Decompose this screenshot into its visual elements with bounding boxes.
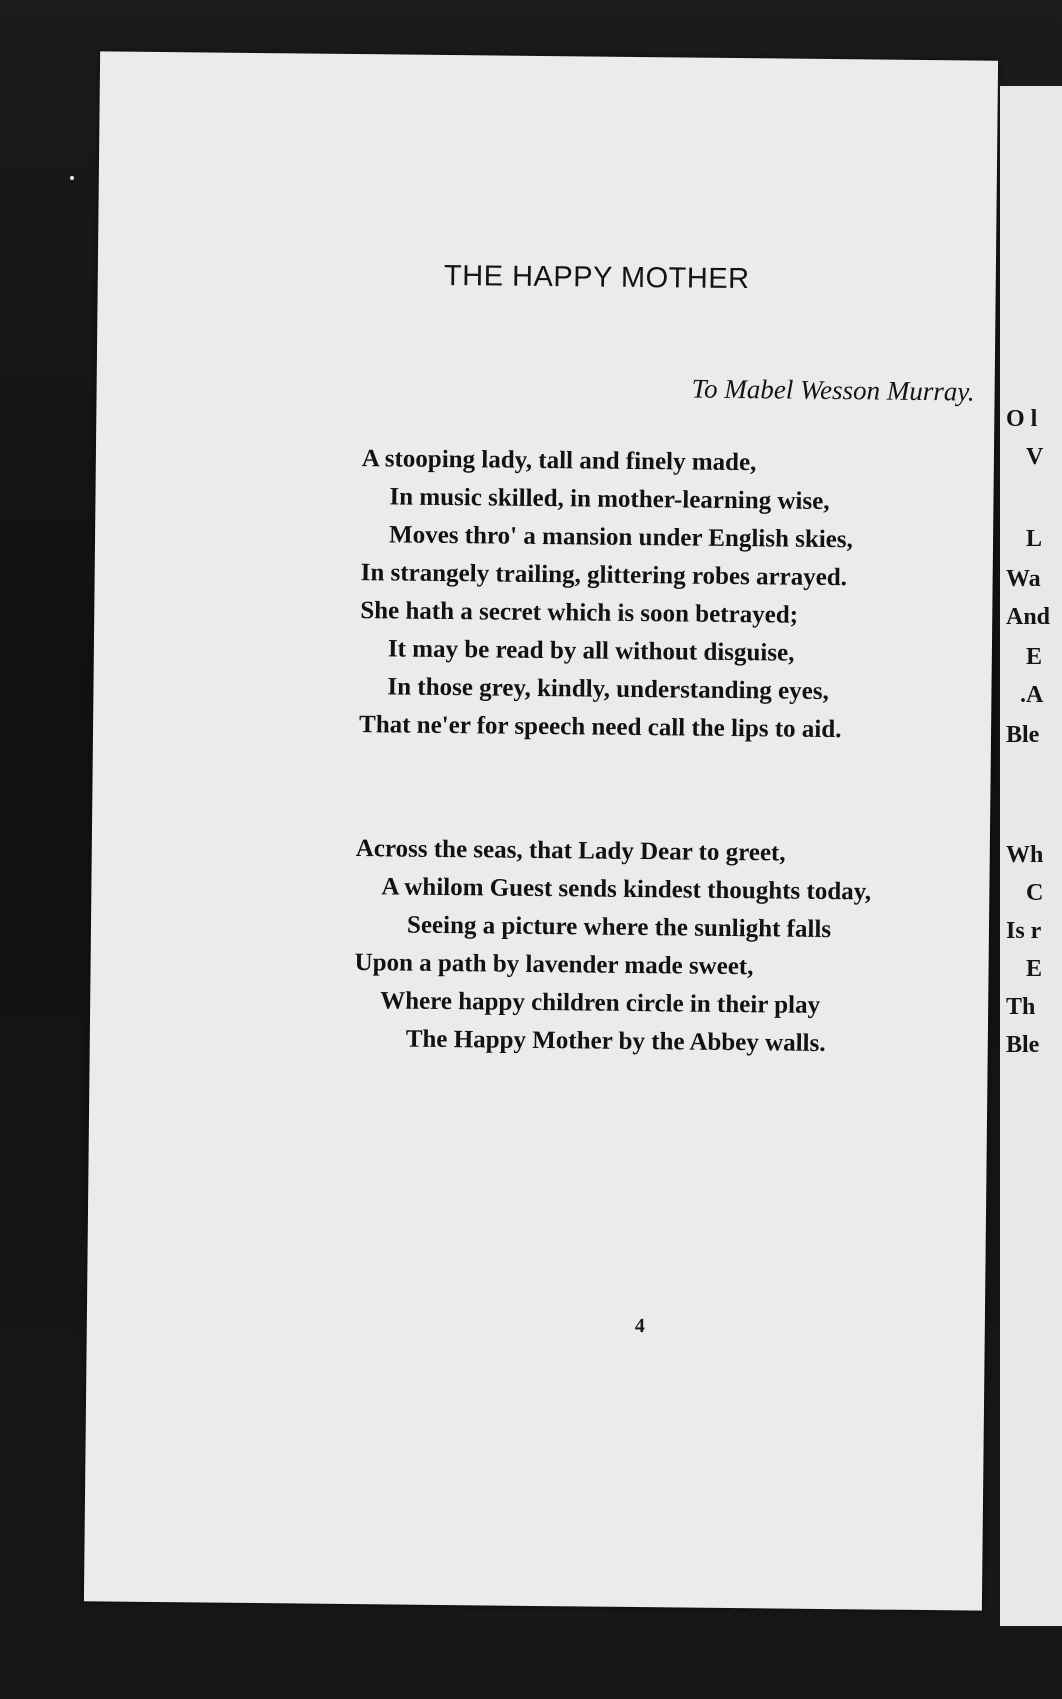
poem-line: She hath a secret which is soon betrayed; — [360, 597, 799, 629]
page-number: 4 — [634, 1315, 645, 1338]
poem-line: A whilom Guest sends kindest thoughts today, — [381, 873, 872, 906]
poem-line: Upon a path by lavender made sweet, — [354, 949, 754, 981]
scan-speck — [114, 392, 118, 396]
poem-line: In those grey, kindly, understanding eyes, — [387, 673, 829, 706]
facing-fragment: V — [1026, 444, 1044, 470]
facing-fragment: O l — [1006, 406, 1038, 432]
facing-fragment: Is r — [1006, 918, 1042, 944]
facing-fragment: And — [1006, 604, 1051, 630]
poem-dedication: To Mabel Wesson Murray. — [691, 373, 975, 407]
poem-line: It may be read by all without disguise, — [387, 635, 795, 667]
poem-line: In strangely trailing, glittering robes arrayed. — [360, 559, 848, 592]
poem-line: Where happy children circle in their play — [380, 987, 821, 1019]
facing-fragment: C — [1026, 880, 1044, 906]
stanza-1 — [93, 437, 994, 750]
poem-line: A stooping lady, tall and finely made, — [361, 445, 757, 477]
poem-line: In music skilled, in mother-learning wise, — [389, 483, 830, 516]
poem-line: Seeing a picture where the sunlight falls — [406, 911, 832, 944]
facing-fragment: E — [1026, 644, 1043, 670]
poem-line: Across the seas, that Lady Dear to greet, — [355, 835, 786, 867]
facing-fragment: Ble — [1006, 722, 1040, 748]
poem-title: THE HAPPY MOTHER — [443, 259, 750, 296]
facing-fragment: Ble — [1006, 1032, 1040, 1058]
stanza-2 — [90, 827, 990, 1064]
facing-fragment: Wa — [1006, 566, 1041, 592]
left-page — [84, 51, 998, 1610]
facing-fragment: Th — [1006, 994, 1036, 1020]
poem-line: The Happy Mother by the Abbey walls. — [405, 1025, 826, 1057]
facing-fragment: E — [1026, 956, 1043, 982]
poem-line: Moves thro' a mansion under English skies, — [388, 521, 853, 554]
facing-fragment: .A — [1020, 682, 1044, 708]
facing-page-edge — [1000, 86, 1062, 1626]
poem-line: That ne'er for speech need call the lips to aid. — [358, 711, 842, 744]
facing-fragment: Wh — [1006, 842, 1044, 868]
scan-speck — [70, 176, 74, 180]
scan-speck — [174, 1170, 178, 1174]
facing-fragment: L — [1026, 526, 1043, 552]
